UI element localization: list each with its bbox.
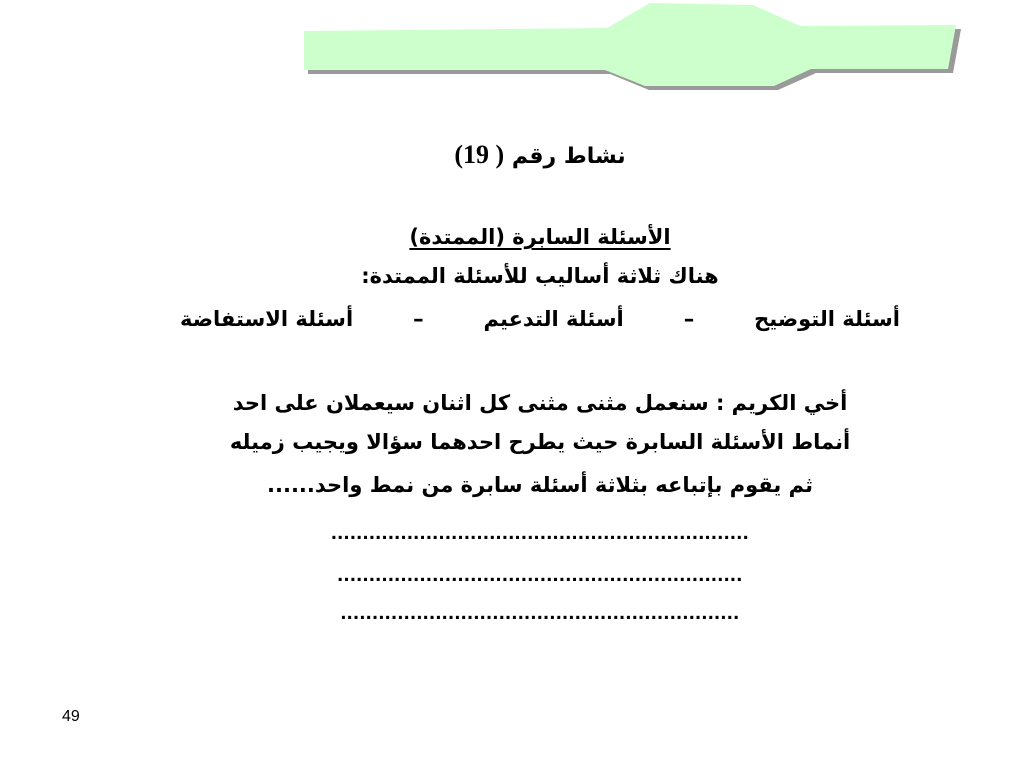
section-subtitle: الأسئلة السابرة (الممتدة) — [409, 225, 671, 249]
separator-dash: – — [683, 307, 695, 331]
instruction-line: ثم يقوم بإتباعه بثلاثة أسئلة سابرة من نمط واحد...... — [267, 473, 813, 497]
separator-dash: – — [413, 307, 424, 331]
activity-title — [0, 140, 1024, 172]
header-banner — [300, 0, 964, 96]
answer-line: ................................................................ — [337, 563, 743, 586]
style-support: أسئلة التدعيم — [483, 307, 624, 331]
style-clarification: أسئلة التوضيح — [754, 307, 900, 331]
instruction-line: أنماط الأسئلة السابرة حيث يطرح احدهما سؤالا ويجيب زميله — [229, 430, 851, 454]
page-number: 49 — [62, 708, 80, 725]
answer-line: ............................................................... — [340, 601, 740, 624]
styles-intro: هناك ثلاثة أساليب للأسئلة الممتدة: — [361, 264, 719, 288]
style-elaboration: أسئلة الاستفاضة — [180, 307, 354, 331]
activity-number: ( 19) — [454, 140, 505, 169]
instruction-line: أخي الكريم : سنعمل مثنى مثنى كل اثنان سيعملان على احد — [232, 391, 848, 415]
question-styles-list — [180, 303, 900, 335]
answer-line: .................................................................. — [330, 521, 750, 544]
activity-title-text: نشاط رقم — [511, 144, 626, 169]
